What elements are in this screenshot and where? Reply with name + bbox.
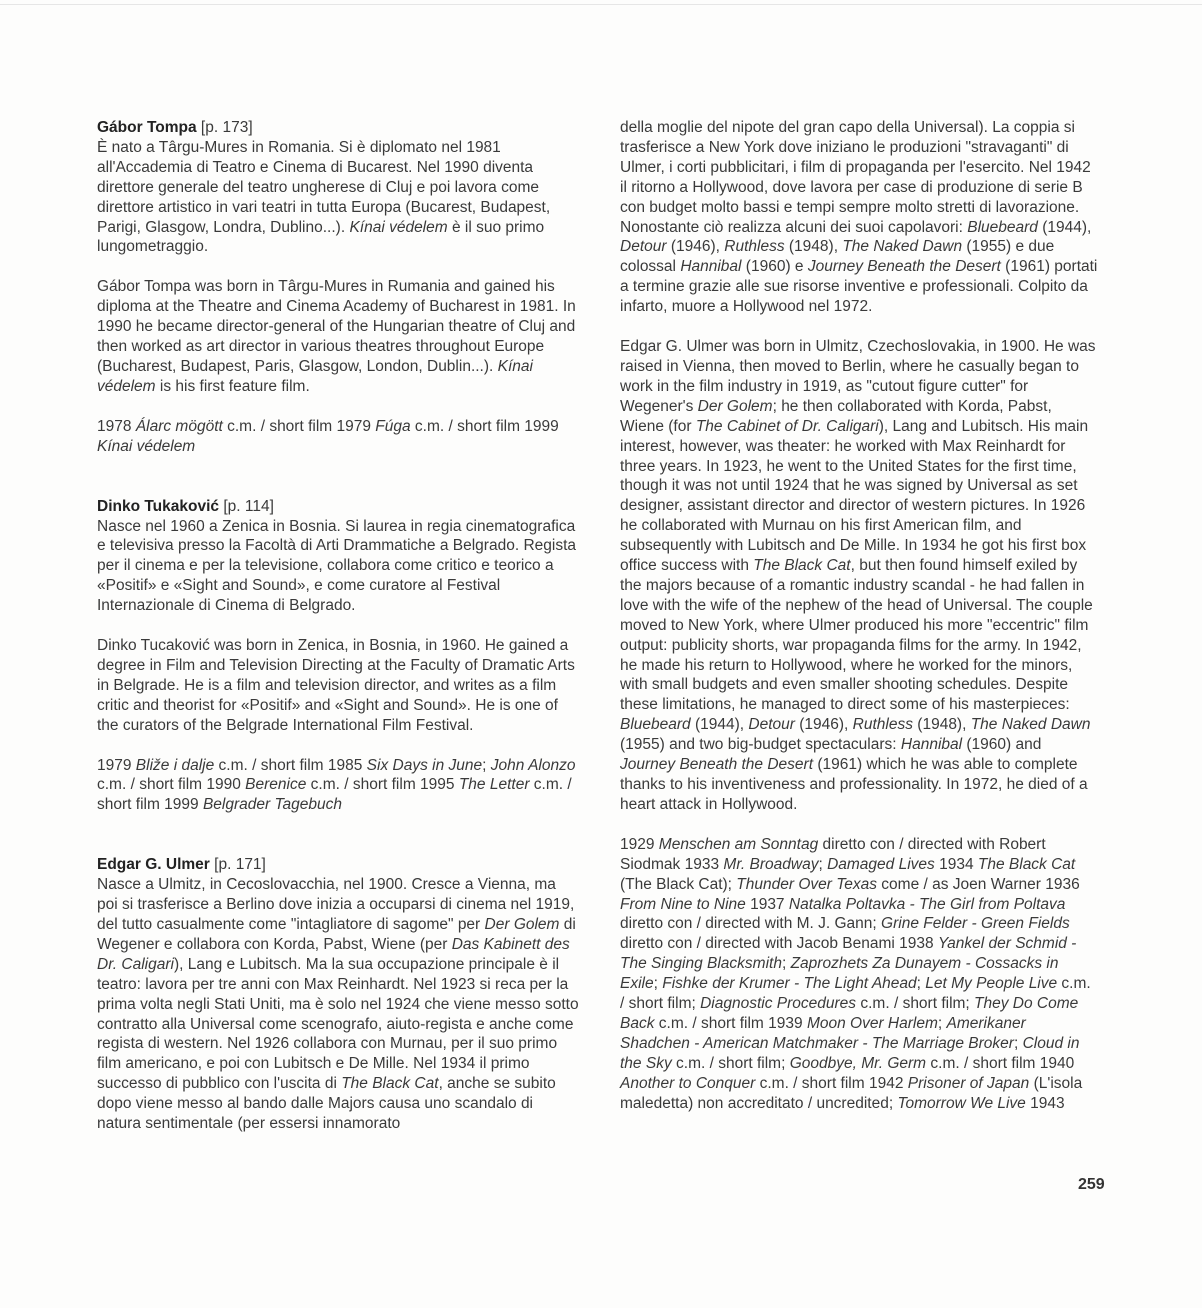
bio-heading: Dinko Tukaković [p. 114]	[97, 497, 274, 515]
filmography: 1978 Álarc mögött c.m. / short film 1979 Fúga c.m. / short film 1999 Kínai védelem	[97, 417, 559, 455]
page-number: 259	[1078, 1176, 1105, 1193]
bio-tukakovic	[97, 497, 579, 816]
bio-english: Edgar G. Ulmer was born in Ulmitz, Czechoslovakia, in 1900. He was raised in Vienna, then moved to Berlin, where he casually began to work in the film industry in 1919, as "cutout figure cutter" for Wegener's Der Golem; he then collaborated with Korda, Pabst, Wiene (for The Cabinet of Dr. Caligari), Lang and Lubitsch. His main interest, however, was theater: he worked with Max Reinhardt for three years. In 1923, he went to the United States for the first time, though it was not until 1924 that he was signed by Universal as set designer, assistant director and director of western pictures. In 1926 he collaborated with Murnau on his first American film, and subsequently with Lubitsch and De Mille. In 1934 he got his first box office success with The Black Cat, but then found himself exiled by the majors because of a romantic industry scandal - he had fallen in love with the wife of the nephew of the head of Universal. The couple moved to New York, where Ulmer produced his more "eccentric" film output: publicity shorts, war propaganda films for the army. In 1942, he made his return to Hollywood, where he worked for the minors, with small budgets and even smaller shooting schedules. Despite these limitations, he managed to direct some of his masterpieces: Bluebeard (1944), Detour (1946), Ruthless (1948), The Naked Dawn (1955) and two big-budget spectaculars: Hannibal (1960) and Journey Beneath the Desert (1961) which he was able to complete thanks to his inventiveness and professionality. In 1972, he died of a heart attack in Hollywood.	[620, 338, 1096, 813]
bio-english: Gábor Tompa was born in Târgu-Mures in Rumania and gained his diploma at the Theatre and Cinema Academy of Bucharest in 1981. In 1990 he became director-general of the Hungarian theatre of Cluj and then worked as art director in various theatres throughout Europe (Bucharest, Budapest, Paris, Glasgow, London, Dublin...). Kínai védelem is his first feature film.	[97, 278, 576, 395]
bio-italian-part1: Nasce a Ulmitz, in Cecoslovacchia, nel 1900. Cresce a Vienna, ma poi si trasferisce a Berlino dove inizia a occuparsi di cinema nel 1919, del tutto casualmente come "intagliatore di sagome" per Der Golem di Wegener e collabora con Korda, Pabst, Wiene (per Das Kabinett des Dr. Caligari), Lang e Lubitsch. Ma la sua occupazione principale è il teatro: lavora per tre anni con Max Reinhardt. Nel 1923 si reca per la prima volta negli Stati Uniti, ma è solo nel 1924 che viene messo sotto contratto alla Universal come scenografo, aiuto-regista e anche come regista di western. Nel 1926 collabora con Murnau, per il suo primo film americano, e poi con Lubitsch e De Mille. Nel 1934 il primo successo di pubblico con l'uscita di The Black Cat, anche se subito dopo viene messo al bando dalle Majors causa uno scandalo di natura sentimentale (per essersi innamorato	[97, 876, 579, 1133]
bio-tompa	[97, 118, 579, 457]
left-column	[97, 118, 579, 1134]
bio-italian: È nato a Târgu-Mures in Romania. Si è diplomato nel 1981 all'Accademia di Teatro e Cinema di Bucarest. Nel 1990 diventa direttore generale del teatro ungherese di Cluj e poi lavora come direttore artistico in vari teatri in tutta Europa (Bucarest, Budapest, Parigi, Glasgow, Londra, Dublino...). Kínai védelem è il suo primo lungometraggio.	[97, 138, 551, 256]
bio-italian: Nasce nel 1960 a Zenica in Bosnia. Si laurea in regia cinematografica e televisiva presso la Facoltà di Arti Drammatiche a Belgrado. Regista per il cinema e per la televisione, collabora come critico e teorico a «Positif» e «Sight and Sound», e come curatore al Festival Internazionale di Cinema di Belgrado.	[97, 517, 576, 615]
top-rule	[0, 4, 1202, 5]
filmography: 1929 Menschen am Sonntag diretto con / directed with Robert Siodmak 1933 Mr. Broadway; Damaged Lives 1934 The Black Cat (The Black Cat); Thunder Over Texas come / as Joen Warner 1936 From Nine to Nine 1937 Natalka Poltavka - The Girl from Poltava diretto con / directed with M. J. Gann; Grine Felder - Green Fields diretto con / directed with Jacob Benami 1938 Yankel der Schmid - The Singing Blacksmith; Zaprozhets Za Dunayem - Cossacks in Exile; Fishke der Krumer - The Light Ahead; Let My People Live c.m. / short film; Diagnostic Procedures c.m. / short film; They Do Come Back c.m. / short film 1939 Moon Over Harlem; Amerikaner Shadchen - American Matchmaker - The Marriage Broker; Cloud in the Sky c.m. / short film; Goodbye, Mr. Germ c.m. / short film 1940 Another to Conquer c.m. / short film 1942 Prisoner of Japan (L'isola maledetta) non accreditato / uncredited; Tomorrow We Live 1943	[620, 835, 1091, 1112]
bio-heading: Edgar G. Ulmer [p. 171]	[97, 856, 266, 874]
filmography: 1979 Bliže i dalje c.m. / short film 1985 Six Days in June; John Alonzo c.m. / short film 1990 Berenice c.m. / short film 1995 The Letter c.m. / short film 1999 Belgrader Tagebuch	[97, 756, 576, 814]
bio-heading: Gábor Tompa [p. 173]	[97, 119, 253, 136]
bio-english: Dinko Tucaković was born in Zenica, in Bosnia, in 1960. He gained a degree in Film and Television Directing at the Faculty of Dramatic Arts in Belgrade. He is a film and television director, and writes as a film critic and theorist for «Positif» and «Sight and Sound». He is one of the curators of the Belgrade International Film Festival.	[97, 637, 575, 734]
bio-italian-part2: della moglie del nipote del gran capo della Universal). La coppia si trasferisce a New York dove iniziano le produzioni "stravaganti" di Ulmer, i corti pubblicitari, i film di propaganda per l'esercito. Nel 1942 il ritorno a Hollywood, dove lavora per case di produzione di serie B con budget molto bassi e tempi sempre molto stretti di lavorazione. Nonostante ciò realizza alcuni dei suoi capolavori: Bluebeard (1944), Detour (1946), Ruthless (1948), The Naked Dawn (1955) e due colossal Hannibal (1960) e Journey Beneath the Desert (1961) portati a termine grazie alle sue risorse inventive e professionali. Colpito da infarto, muore a Hollywood nel 1972.	[620, 119, 1098, 316]
bio-ulmer	[97, 855, 579, 1134]
right-column	[620, 118, 1098, 1114]
